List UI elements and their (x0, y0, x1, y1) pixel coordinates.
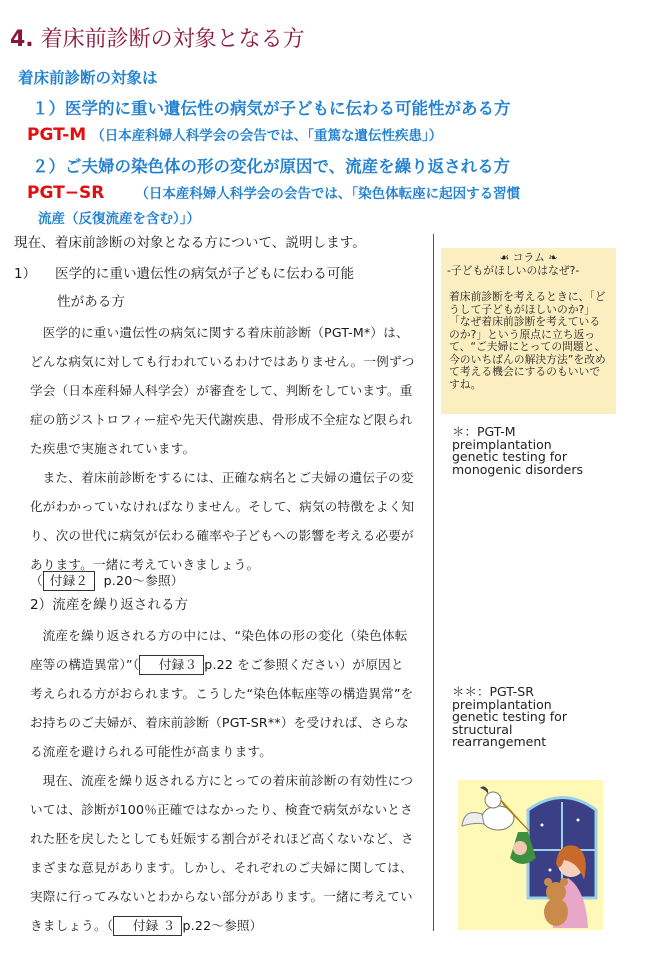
section-1-reference (30, 566, 415, 595)
summary-title: 着床前診断の対象は (18, 69, 158, 87)
section-2-para1-a: 流産を繰り返される方の中には、“染色体の形の変化（染色体転座等の構造異常）”（ (30, 628, 408, 672)
column-subtitle: -子どもがほしいのはなぜ?- (447, 263, 580, 277)
column-divider (433, 234, 434, 931)
pgtm-code: PGT-M (27, 125, 87, 145)
reference-pages: p.20～参照） (103, 573, 184, 588)
section-1-paragraph-2: また、着床前診断をするには、正確な病名とご夫婦の遺伝子の変化がわかっていなければなりません。そして、病気の特徴をよく知り、次の世代に病気が伝わる確率や子どもへの影響を考える必要があります。一緒に考えていきましょう。 (30, 470, 415, 572)
section-2-para2-b: p.22～参照） (182, 918, 263, 933)
page-title-number: 4. (10, 27, 34, 52)
section-1-title-line1: 医学的に重い遺伝性の病気が子どもに伝わる可能 (55, 266, 355, 282)
page-title-text: 着床前診断の対象となる方 (40, 27, 305, 52)
glossary-pgtm-line: monogenic disorders (452, 461, 584, 477)
section-1-title-line2: 性がある方 (57, 294, 125, 310)
reference-open: （ (30, 573, 43, 588)
column-text: 着床前診断を考えるときに、「どうして子どもがほしいのか?」「なぜ着床前診断を考えているのか?」という原点に立ち返って、“ご夫婦にとっての問題と、今のいちばんの解決方法”を改めて考える機会にするのもいいですね。 (449, 290, 606, 391)
glossary-pgtm-line: genetic testing for (452, 449, 567, 464)
pgtm-line (27, 124, 442, 145)
pgtsr-line (27, 182, 520, 203)
glossary-pgtsr-line: genetic testing for (452, 709, 567, 724)
appendix-3-ref: 付録３ (139, 655, 204, 675)
pgtsr-code: PGT−SR (27, 183, 105, 203)
glossary-pgtm-line: preimplantation (452, 436, 552, 452)
pgtm-note: （日本産科婦人科学会の会告では、「重篤な遺伝性疾患」） (91, 128, 443, 144)
section-2-paragraph-2 (30, 766, 415, 940)
pgtsr-note-b: 流産（反復流産を含む）」） (38, 211, 200, 227)
glossary-pgtsr-line: preimplantation (452, 696, 552, 712)
column-box (441, 248, 616, 414)
glossary-pgtm-line: ＊：PGT-M (452, 424, 516, 439)
glossary-pgtsr-line: structural (452, 721, 513, 737)
appendix-2-ref: 付録２ (43, 571, 95, 591)
section-2-para1-b: p.22 をご参照ください）が原因と考えられる方がおられます。こうした“染色体転座等の構造異常”をお持ちのご夫婦が、着床前診断（PGT-SR**）を受ければ、さらなる流産を避けられる可能性が高まります。 (30, 657, 414, 759)
summary-item-1: １）医学的に重い遺伝性の病気が子どもに伝わる可能性がある方 (32, 99, 511, 118)
pgtsr-note-a: （日本産科婦人科学会の会告では、「染色体転座に起因する習慣 (135, 186, 521, 202)
section-2-para2-a: 現在、流産を繰り返される方にとっての着床前診断の有効性については、診断が100％正確ではなかったり、検査で病気がないとされた胚を戻したとしても妊娠する割合がそれほど高くないなど、さまざまな意見があります。しかし、それぞれのご夫婦に関しては、実際に行ってみないとわからない部分があります。一緒に考えていきましょう。（ (30, 773, 414, 933)
summary-item-2: ２）ご夫婦の染色体の形の変化が原因で、流産を繰り返される方 (32, 157, 511, 176)
glossary-pgtsr (452, 686, 567, 749)
section-1-label: 1） (14, 266, 37, 282)
stork-illustration (458, 780, 603, 930)
glossary-pgtm (452, 426, 583, 476)
page-title (10, 22, 305, 53)
stork-with-baby-and-mother-illustration (458, 780, 603, 930)
section-2-heading: 2）流産を繰り返される方 (30, 597, 189, 613)
section-1-heading (14, 260, 424, 316)
intro-text: 現在、着床前診断の対象となる方について、説明します。 (14, 235, 366, 251)
section-2-paragraph-1 (30, 621, 415, 766)
section-1-paragraph-1: 医学的に重い遺伝性の病気に関する着床前診断（PGT-M*）は、どんな病気に対しても行われているわけではありません。一例ずつ学会（日本産科婦人科学会）が審査をして、判断をしています。重症の筋ジストロフィー症や先天代謝疾患、骨形成不全症など限られた疾患で実施されています。 (30, 325, 415, 456)
glossary-pgtsr-line: rearrangement (452, 734, 547, 749)
column-header: ☙ コラム ❧ (499, 251, 558, 264)
appendix-3-ref-2: 付録 ３ (113, 916, 182, 936)
glossary-pgtsr-line: ＊＊：PGT-SR (452, 684, 534, 699)
